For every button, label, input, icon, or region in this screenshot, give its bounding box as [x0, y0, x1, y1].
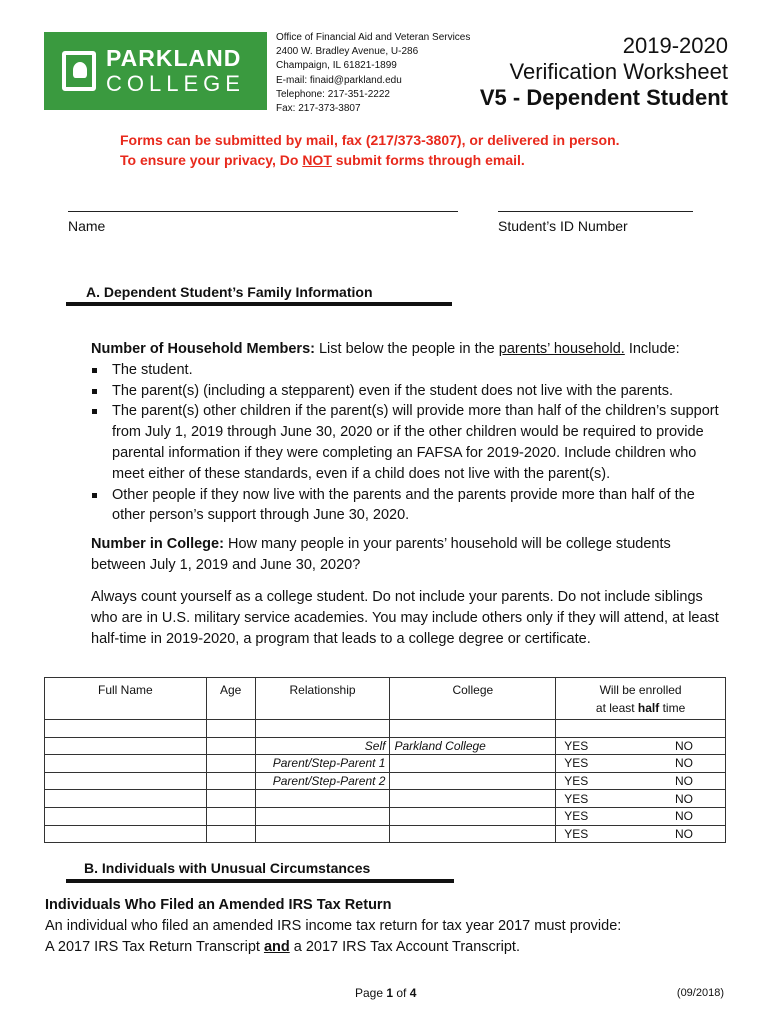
- amended-return-block: [45, 895, 735, 957]
- logo-wordmark-bottom: COLLEGE: [106, 71, 245, 96]
- full-name-cell[interactable]: [45, 755, 207, 773]
- office-city: Champaign, IL 61821-1899: [276, 60, 397, 72]
- office-fax: Fax: 217-373-3807: [276, 103, 361, 115]
- relationship-cell: Parent/Step-Parent 1: [255, 755, 390, 773]
- full-name-cell[interactable]: [45, 807, 207, 825]
- enrolled-cell: [556, 825, 726, 843]
- table-row: [45, 720, 726, 738]
- college-cell[interactable]: [390, 755, 556, 773]
- form-title: [480, 33, 728, 111]
- enrolled-cell: [556, 790, 726, 808]
- enrolled-cell: [556, 755, 726, 773]
- student-id-line[interactable]: [498, 211, 693, 212]
- relationship-cell[interactable]: [255, 825, 390, 843]
- name-line[interactable]: [68, 211, 458, 212]
- col-college: College: [390, 678, 556, 720]
- relationship-cell: Self: [255, 737, 390, 755]
- no-option[interactable]: NO: [675, 826, 693, 841]
- office-email: E-mail: finaid@parkland.edu: [276, 74, 402, 86]
- college-cell[interactable]: [390, 790, 556, 808]
- always-count-note: Always count yourself as a college student. Do not include your parents. Do not include siblings who are in U.S. military service academies. You may include others only if they will attend, at least half-time in 2019-2020, a program that leads to a college degree or certificate.: [91, 589, 719, 647]
- college-cell[interactable]: [390, 825, 556, 843]
- no-option[interactable]: NO: [675, 774, 693, 789]
- notice-line-2: To ensure your privacy, Do NOT submit forms through email.: [120, 152, 525, 168]
- section-b-rule: [66, 879, 454, 883]
- age-cell[interactable]: [206, 825, 255, 843]
- col-enrolled: Will be enrolled at least half time: [556, 678, 726, 720]
- no-option[interactable]: NO: [675, 809, 693, 824]
- household-bullet: The parent(s) (including a stepparent) even if the student does not live with the parents.: [91, 381, 731, 402]
- yes-option[interactable]: YES: [564, 826, 589, 841]
- full-name-cell[interactable]: [45, 772, 207, 790]
- yes-option[interactable]: YES: [564, 774, 589, 789]
- yes-option[interactable]: YES: [564, 809, 589, 824]
- full-name-cell[interactable]: [45, 737, 207, 755]
- office-name: Office of Financial Aid and Veteran Services: [276, 32, 471, 43]
- enrolled-cell: [556, 807, 726, 825]
- relationship-cell[interactable]: [255, 790, 390, 808]
- college-cell[interactable]: [390, 807, 556, 825]
- submission-notice: [120, 130, 620, 170]
- household-members-block: [91, 339, 731, 526]
- section-a-heading: A. Dependent Student’s Family Information: [86, 284, 373, 300]
- household-intro: Number of Household Members: List below the people in the parents’ household. Include:: [91, 341, 680, 357]
- household-bullet: The student.: [91, 360, 731, 381]
- office-phone: Telephone: 217-351-2222: [276, 88, 390, 100]
- relationship-cell[interactable]: [255, 720, 390, 738]
- no-option[interactable]: NO: [675, 738, 693, 753]
- table-row: [45, 755, 726, 773]
- yes-option[interactable]: YES: [564, 791, 589, 806]
- college-cell[interactable]: [390, 720, 556, 738]
- household-bullet: Other people if they now live with the parents and the parents provide more than half of the other person’s support through June 30, 2020.: [91, 485, 731, 527]
- household-bullets: [91, 360, 731, 526]
- enrolled-cell: [556, 737, 726, 755]
- col-age: Age: [206, 678, 255, 720]
- award-year: 2019-2020: [622, 33, 728, 58]
- office-contact-block: [276, 31, 470, 116]
- table-row: [45, 825, 726, 843]
- amended-return-heading: Individuals Who Filed an Amended IRS Tax Return: [45, 897, 392, 913]
- number-in-college: Number in College: How many people in your parents’ household will be college students between July 1, 2019 and June 30, 2020?: [91, 536, 671, 573]
- enrolled-cell: [556, 720, 726, 738]
- age-cell[interactable]: [206, 755, 255, 773]
- no-option[interactable]: NO: [675, 756, 693, 771]
- yes-option[interactable]: YES: [564, 738, 589, 753]
- table-row: [45, 737, 726, 755]
- relationship-cell[interactable]: [255, 807, 390, 825]
- table-header-row: [45, 678, 726, 720]
- yes-option[interactable]: YES: [564, 756, 589, 771]
- age-cell[interactable]: [206, 737, 255, 755]
- age-cell[interactable]: [206, 720, 255, 738]
- college-cell[interactable]: [390, 772, 556, 790]
- office-street: 2400 W. Bradley Avenue, U-286: [276, 46, 419, 58]
- household-table: [44, 677, 726, 843]
- section-b-heading: B. Individuals with Unusual Circumstances: [84, 860, 371, 876]
- table-row: [45, 790, 726, 808]
- form-name: Verification Worksheet: [509, 59, 728, 84]
- parkland-logo-icon: [62, 51, 96, 91]
- parkland-logo: [44, 32, 267, 110]
- col-relationship: Relationship: [255, 678, 390, 720]
- amended-return-line-1: An individual who filed an amended IRS income tax return for tax year 2017 must provide:: [45, 917, 622, 934]
- notice-line-1: Forms can be submitted by mail, fax (217/373-3807), or delivered in person.: [120, 132, 620, 148]
- full-name-cell[interactable]: [45, 790, 207, 808]
- relationship-cell: Parent/Step-Parent 2: [255, 772, 390, 790]
- household-bullet: The parent(s) other children if the parent(s) will provide more than half of the children’s support from July 1, 2019 through June 30, 2020 or if the other children would be required to provide parental information if they were completing an FAFSA for 2019-2020. Include children who meet either of these standards, even if a child does not live with the parent(s).: [91, 401, 731, 484]
- age-cell[interactable]: [206, 790, 255, 808]
- logo-wordmark-top: PARKLAND: [106, 45, 242, 71]
- table-row: [45, 772, 726, 790]
- enrolled-cell: [556, 772, 726, 790]
- col-full-name: Full Name: [45, 678, 207, 720]
- page-number: Page 1 of 4: [355, 986, 417, 1000]
- section-a-rule: [66, 302, 452, 306]
- student-id-label: Student’s ID Number: [498, 218, 628, 234]
- full-name-cell[interactable]: [45, 720, 207, 738]
- full-name-cell[interactable]: [45, 825, 207, 843]
- age-cell[interactable]: [206, 807, 255, 825]
- revision-date: (09/2018): [676, 987, 724, 999]
- name-label: Name: [68, 218, 106, 234]
- no-option[interactable]: NO: [675, 791, 693, 806]
- table-row: [45, 807, 726, 825]
- form-subtitle: V5 - Dependent Student: [479, 85, 728, 110]
- college-cell: Parkland College: [390, 737, 556, 755]
- age-cell[interactable]: [206, 772, 255, 790]
- amended-return-line-2: A 2017 IRS Tax Return Transcript and a 2017 IRS Tax Account Transcript.: [45, 938, 520, 955]
